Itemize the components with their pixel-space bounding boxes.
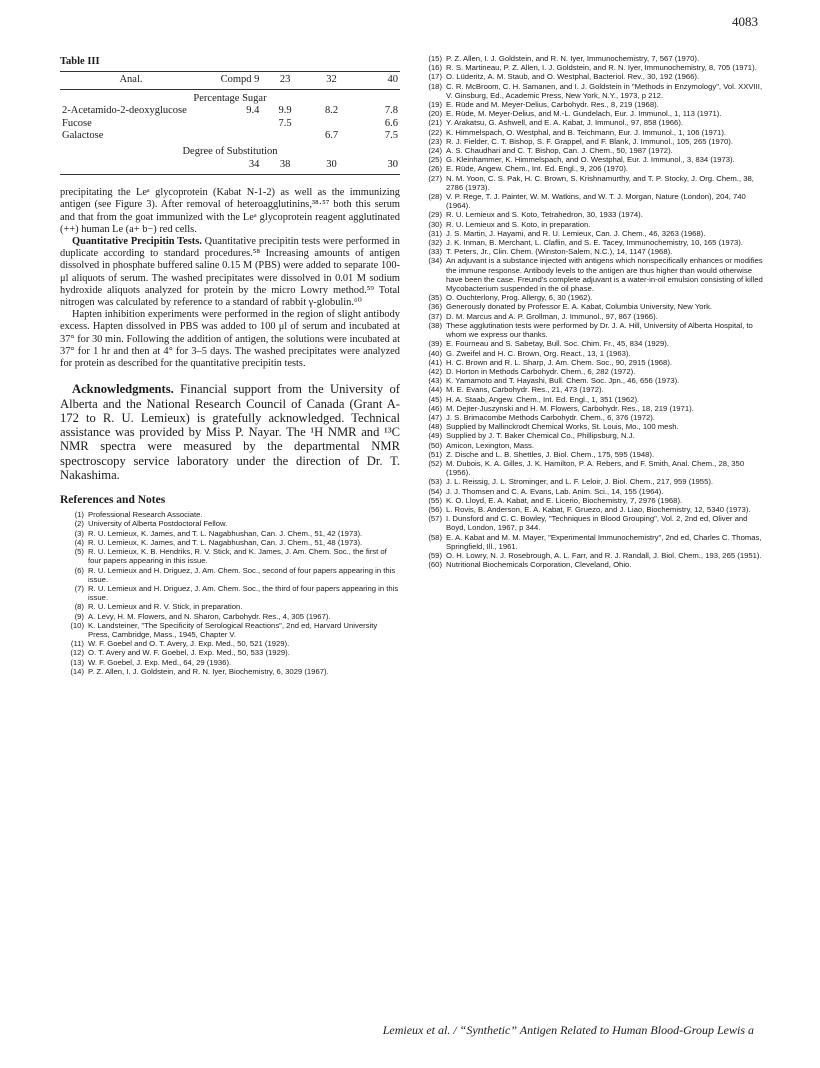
reference-item	[418, 155, 764, 164]
reference-text: Y. Arakatsu, G. Ashwell, and E. A. Kabat, J. Immunol., 97, 858 (1966).	[446, 118, 684, 128]
reference-text: Supplied by J. T. Baker Chemical Co., Phillipsburg, N.J.	[446, 431, 635, 441]
reference-item	[60, 566, 400, 584]
reference-item	[418, 459, 764, 477]
reference-number: (53)	[428, 477, 442, 487]
reference-item	[418, 514, 764, 532]
reference-number: (58)	[428, 532, 442, 542]
reference-item	[418, 441, 764, 450]
reference-item	[418, 533, 764, 551]
reference-text: O. H. Lowry, N. J. Rosebrough, A. L. Farr, and R. J. Randall, J. Biol. Chem., 193, 265 (1951).	[446, 550, 762, 560]
reference-item	[60, 658, 400, 667]
reference-text: These agglutination tests were performed by Dr. J. A. Hill, University of Alberta Hospital, to whom we express our thanks.	[446, 320, 753, 340]
paragraph: precipitating the Leᵃ glycoprotein (Kabat N-1-2) as well as the immunizing antigen (see Figure 3). After removal of heteroagglutinins,³⁸·⁵⁷ both this serum and that from the goat immunized with the Leᵃ glycoprotein reagent agglutinated (++) human Le (a+ b−) red cells.	[60, 187, 400, 235]
table-row: Galactose 6.7 7.5	[62, 130, 398, 142]
reference-text: T. Peters, Jr., Clin. Chem. (Winston-Salem, N.C.), 14, 1147 (1968).	[446, 247, 673, 257]
reference-text: A. Levy, H. M. Flowers, and N. Sharon, Carbohydr. Res., 4, 305 (1967).	[88, 611, 331, 621]
reference-item	[418, 247, 764, 256]
table-header-anal: Anal.	[60, 72, 202, 90]
reference-text: P. Z. Allen, I. J. Goldstein, and R. N. Iyer, Biochemistry, 6, 3029 (1967).	[88, 666, 329, 676]
reference-number: (49)	[428, 431, 442, 441]
reference-text: K. O. Lloyd, E. A. Kabat, and E. Licerio, Biochemistry, 7, 2976 (1968).	[446, 495, 683, 505]
reference-text: L. Rovis, B. Anderson, E. A. Kabat, F. Gruezo, and J. Liao, Biochemistry, 12, 5340 (1973).	[446, 504, 751, 514]
reference-item	[418, 422, 764, 431]
reference-number: (43)	[428, 376, 442, 386]
reference-text: J. S. Brimacombe Methods Carbohydr. Chem., 6, 376 (1972).	[446, 412, 655, 422]
reference-text: J. J. Thomsen and C. A. Evans, Lab. Anim. Sci., 14, 155 (1964).	[446, 486, 664, 496]
reference-item	[418, 376, 764, 385]
reference-number: (59)	[428, 550, 442, 560]
reference-number: (16)	[428, 63, 442, 73]
body-text	[60, 187, 400, 370]
reference-item	[418, 312, 764, 321]
reference-text: C. R. McBroom, C. H. Samanen, and I. J. Goldstein in "Methods in Enzymology", Vol. XXVIII, V. Ginsburg, Ed., Academic Press, New York, N.Y., 1973, p 212.	[446, 81, 763, 100]
reference-number: (19)	[428, 100, 442, 110]
reference-text: R. U. Lemieux and S. Koto, in preparation.	[446, 219, 591, 229]
reference-number: (17)	[428, 72, 442, 82]
reference-item	[60, 621, 400, 639]
reference-item	[60, 519, 400, 528]
reference-number: (41)	[428, 357, 442, 367]
running-footer: Lemieux et al. / “Synthetic” Antigen Related to Human Blood-Group Lewis a	[382, 1023, 754, 1037]
reference-number: (3)	[74, 528, 84, 538]
reference-number: (26)	[428, 164, 442, 174]
reference-item	[418, 302, 764, 311]
table-header-col: 32	[309, 72, 355, 90]
reference-item	[418, 164, 764, 173]
reference-number: (13)	[70, 657, 84, 667]
reference-text: R. U. Lemieux, K. B. Hendriks, R. V. Stick, and K. James, J. Am. Chem. Soc., the first of four papers appearing in this issue.	[88, 547, 387, 566]
table-iii	[60, 71, 400, 175]
reference-text: R. U. Lemieux and H. Driguez, J. Am. Chem. Soc., the third of four papers appearing in this issue.	[88, 583, 399, 603]
reference-item	[418, 293, 764, 302]
reference-item	[418, 321, 764, 339]
reference-item	[418, 385, 764, 394]
reference-text: O. T. Avery and W. F. Goebel, J. Exp. Med., 50, 533 (1929).	[88, 648, 290, 658]
reference-text: E. Rüde and M. Meyer-Delius, Carbohydr. Res., 8, 219 (1968).	[446, 100, 659, 110]
reference-number: (52)	[428, 458, 442, 468]
reference-number: (35)	[428, 293, 442, 303]
reference-text: Z. Dische and L. B. Shettles, J. Biol. Chem., 175, 595 (1948).	[446, 449, 655, 459]
reference-item	[418, 137, 764, 146]
reference-number: (27)	[428, 173, 442, 183]
reference-text: Supplied by Mallinckrodt Chemical Works, St. Louis, Mo., 100 mesh.	[446, 422, 679, 432]
reference-text: University of Alberta Postdoctoral Fellow.	[88, 519, 228, 529]
reference-text: K. Yamamoto and T. Hayashi, Bull. Chem. Soc. Jpn., 46, 656 (1973).	[446, 376, 680, 386]
reference-number: (30)	[428, 219, 442, 229]
reference-item	[60, 612, 400, 621]
reference-text: Nutritional Biochemicals Corporation, Cleveland, Ohio.	[446, 560, 632, 570]
reference-item	[418, 210, 764, 219]
reference-number: (40)	[428, 348, 442, 358]
reference-item	[60, 602, 400, 611]
reference-item	[418, 505, 764, 514]
reference-number: (14)	[70, 666, 84, 676]
reference-text: R. S. Martineau, P. Z. Allen, I. J. Goldstein, and R. N. Iyer, Immunochemistry, 8, 705 (1971).	[446, 63, 757, 73]
reference-number: (33)	[428, 247, 442, 257]
reference-number: (12)	[70, 648, 84, 658]
reference-item	[418, 192, 764, 210]
references-list-right	[418, 54, 764, 569]
reference-text: D. Horton in Methods Carbohydr. Chem., 6, 282 (1972).	[446, 366, 636, 376]
reference-text: V. P. Rege, T. J. Painter, W. M. Watkins, and W. T. J. Morgan, Nature (London), 204, 740 (1964).	[446, 192, 746, 211]
reference-number: (55)	[428, 495, 442, 505]
table-row: 2-Acetamido-2-deoxyglucose 9.4 9.9 8.2 7.8	[62, 105, 398, 117]
reference-text: R. U. Lemieux and S. Koto, Tetrahedron, 30, 1933 (1974).	[446, 210, 643, 220]
reference-item	[418, 358, 764, 367]
reference-item	[418, 413, 764, 422]
reference-item	[418, 431, 764, 440]
reference-text: J. S. Martin, J. Hayami, and R. U. Lemieux, Can. J. Chem., 46, 3263 (1968).	[446, 228, 706, 238]
reference-item	[418, 82, 764, 100]
reference-item	[418, 109, 764, 118]
reference-item	[60, 529, 400, 538]
reference-number: (50)	[428, 440, 442, 450]
reference-text: Amicon, Lexington, Mass.	[446, 440, 535, 450]
reference-item	[418, 349, 764, 358]
reference-number: (57)	[428, 514, 442, 524]
reference-number: (11)	[70, 639, 84, 649]
reference-item	[418, 72, 764, 81]
reference-text: R. U. Lemieux, K. James, and T. L. Nagabhushan, Can. J. Chem., 51, 48 (1973).	[88, 537, 363, 547]
reference-number: (29)	[428, 210, 442, 220]
table-header-col: 40	[354, 72, 400, 90]
reference-text: O. Lüderitz, A. M. Staub, and O. Westphal, Bacteriol. Rev., 30, 192 (1966).	[446, 72, 700, 82]
reference-number: (48)	[428, 422, 442, 432]
reference-number: (36)	[428, 302, 442, 312]
reference-text: Generously donated by Professor E. A. Kabat, Columbia University, New York.	[446, 302, 713, 312]
reference-item	[418, 63, 764, 72]
references-list-left	[60, 510, 400, 676]
table-subhead: Degree of Substitution	[182, 145, 278, 157]
reference-item	[60, 538, 400, 547]
reference-number: (6)	[74, 565, 84, 575]
reference-text: G. Zweifel and H. C. Brown, Org. React., 13, 1 (1963).	[446, 348, 631, 358]
reference-item	[418, 229, 764, 238]
reference-text: J. K. Inman, B. Merchant, L. Claflin, and S. E. Tacey, Immunochemistry, 10, 165 (1973).	[446, 238, 743, 248]
reference-text: R. U. Lemieux, K. James, and T. L. Nagabhushan, Can. J. Chem., 51, 42 (1973).	[88, 528, 363, 538]
reference-number: (51)	[428, 449, 442, 459]
reference-number: (8)	[74, 602, 84, 612]
reference-number: (44)	[428, 385, 442, 395]
left-column	[60, 54, 400, 676]
reference-item	[60, 667, 400, 676]
right-column	[418, 54, 764, 569]
reference-text: R. U. Lemieux and R. V. Stick, in preparation.	[88, 602, 243, 612]
reference-text: R. U. Lemieux and H. Driguez, J. Am. Chem. Soc., second of four papers appearing in this issue.	[88, 565, 396, 584]
reference-number: (24)	[428, 146, 442, 156]
reference-number: (1)	[74, 510, 84, 520]
reference-text: E. Rüde, Angew. Chem., Int. Ed. Engl., 9, 206 (1970).	[446, 164, 629, 174]
page-number: 4083	[732, 14, 758, 29]
reference-number: (60)	[428, 560, 442, 570]
reference-item	[418, 118, 764, 127]
reference-item	[60, 547, 400, 565]
reference-number: (10)	[70, 620, 84, 630]
reference-number: (42)	[428, 366, 442, 376]
reference-item	[418, 487, 764, 496]
reference-number: (46)	[428, 403, 442, 413]
reference-text: I. Dunsford and C. C. Bowley, "Techniques in Blood Grouping", Vol. 2, 2nd ed, Oliver and Boyd, London, 1967, p 344.	[446, 514, 748, 533]
reference-number: (37)	[428, 311, 442, 321]
reference-number: (45)	[428, 394, 442, 404]
reference-number: (38)	[428, 320, 442, 330]
reference-item	[418, 339, 764, 348]
reference-item	[60, 639, 400, 648]
table-subhead: Percentage Sugar	[193, 92, 267, 104]
reference-text: W. F. Goebel and O. T. Avery, J. Exp. Med., 50, 521 (1929).	[88, 639, 290, 649]
reference-item	[418, 238, 764, 247]
reference-text: P. Z. Allen, I. J. Goldstein, and R. N. Iyer, Immunochemistry, 7, 567 (1970).	[446, 54, 700, 63]
reference-text: H. A. Staab, Angew. Chem., Int. Ed. Engl., 1, 351 (1962).	[446, 394, 640, 404]
reference-number: (21)	[428, 118, 442, 128]
reference-text: Professional Research Associate.	[88, 510, 203, 520]
reference-text: M. Dejter-Juszynski and H. M. Flowers, Carbohydr. Res., 18, 219 (1971).	[446, 403, 694, 413]
references-heading: References and Notes	[60, 494, 166, 507]
reference-item	[418, 256, 764, 293]
reference-text: R. J. Fielder, C. T. Bishop, S. F. Grappel, and F. Blank, J. Immunol., 105, 265 (1970).	[446, 136, 733, 146]
reference-number: (47)	[428, 412, 442, 422]
reference-number: (18)	[428, 81, 442, 91]
reference-item	[418, 220, 764, 229]
reference-text: E. Fourneau and S. Sabetay, Bull. Soc. Chim. Fr., 45, 834 (1929).	[446, 339, 669, 349]
reference-number: (4)	[74, 537, 84, 547]
paragraph: Hapten inhibition experiments were performed in the region of slight antibody excess. Hapten dissolved in PBS was added to 100 μl of serum and incubated at 37° for 30 min. Following the addition of antigen, the solutions were incubated at 37° for 1 hr and then at 4° for 3–5 days. The washed precipitates were analyzed for protein as described for the quantitative precipitin tests.	[60, 309, 400, 369]
reference-text: K. Himmelspach, O. Westphal, and B. Teichmann, Eur. J. Immunol., 1, 106 (1971).	[446, 127, 727, 137]
reference-text: M. E. Evans, Carbohydr. Res., 21, 473 (1972).	[446, 385, 604, 395]
reference-item	[418, 496, 764, 505]
reference-number: (39)	[428, 339, 442, 349]
reference-text: E. Rüde, M. Meyer-Delius, and M.-L. Gundelach, Eur. J. Immunol., 1, 113 (1971).	[446, 109, 722, 119]
reference-item	[418, 450, 764, 459]
table-row: 34 38 30 30	[60, 159, 400, 175]
reference-text: E. A. Kabat and M. M. Mayer, "Experimental Immunochemistry", 2nd ed, Charles C. Thomas, Springfield, Ill., 1961.	[446, 532, 762, 551]
reference-text: O. Ouchterlony, Prog. Allergy, 6, 30 (1962).	[446, 293, 593, 303]
reference-number: (28)	[428, 192, 442, 202]
reference-number: (20)	[428, 109, 442, 119]
reference-item	[418, 477, 764, 486]
reference-item	[418, 367, 764, 376]
reference-item	[418, 100, 764, 109]
reference-text: K. Landsteiner, "The Specificity of Serological Reactions", 2nd ed, Harvard University Press, Cambridge, Mass., 1945, Chapter V.	[88, 620, 378, 639]
reference-item	[60, 648, 400, 657]
reference-text: M. Dubois, K. A. Gilles, J. K. Hamilton, P. A. Rebers, and F. Smith, Anal. Chem., 28, 350 (1956).	[446, 458, 745, 478]
paragraph: Quantitative Precipitin Tests. Quantitative precipitin tests were performed in duplicate according to standard procedures.⁵⁸ Increasing amounts of antigen dissolved in phosphate buffered saline 0.15 M (PBS) were added to separate 100-μl aliquots of serum. The washed precipitates were dissolved in 0.01 M sodium hydroxide aliquots analyzed for protein by the micro Lowry method.⁵⁹ Total nitrogen was calculated by reference to a standard of rabbit γ-globulin.⁶⁰	[60, 235, 400, 308]
reference-text: J. L. Reissig, J. L. Strominger, and L. F. Leloir, J. Biol. Chem., 217, 959 (1955).	[446, 477, 714, 487]
reference-text: W. F. Goebel, J. Exp. Med., 64, 29 (1936).	[88, 657, 232, 667]
reference-number: (5)	[74, 547, 84, 557]
reference-number: (56)	[428, 504, 442, 514]
table-header-col: 23	[261, 72, 308, 90]
reference-item	[418, 395, 764, 404]
reference-item	[418, 551, 764, 560]
reference-item	[418, 404, 764, 413]
reference-number: (25)	[428, 155, 442, 165]
reference-number: (34)	[428, 256, 442, 266]
reference-text: N. M. Yoon, C. S. Pak, H. C. Brown, S. Krishnamurthy, and T. P. Stocky, J. Org. Chem., 38, 2786 (1973).	[446, 173, 754, 192]
reference-number: (2)	[74, 519, 84, 529]
table-header-compd: Compd 9	[202, 72, 261, 90]
reference-item	[418, 560, 764, 569]
reference-text: A. S. Chaudhari and C. T. Bishop, Can. J. Chem., 50, 1987 (1972).	[446, 146, 673, 156]
reference-item	[418, 54, 764, 63]
reference-number: (9)	[74, 611, 84, 621]
reference-number: (31)	[428, 228, 442, 238]
reference-text: G. Kleinhammer, K. Himmelspach, and O. Westphal, Eur. J. Immunol., 3, 834 (1973).	[446, 155, 735, 165]
reference-number: (22)	[428, 127, 442, 137]
reference-number: (32)	[428, 238, 442, 248]
reference-number: (15)	[428, 54, 442, 63]
reference-text: D. M. Marcus and A. P. Grollman, J. Immunol., 97, 867 (1966).	[446, 311, 658, 321]
table-title: Table III	[60, 56, 100, 67]
reference-text: An adjuvant is a substance injected with antigens which nonspecifically enhances or modifies the immune response. Antibody levels to the antigen are thus higher than would otherwise have been the case. Freund's complete adjuvant is a water-in-oil emulsion consisting of killed Mycobacterium suspended in the oil phase.	[446, 256, 763, 294]
reference-item	[418, 146, 764, 155]
reference-number: (7)	[74, 583, 84, 593]
reference-text: H. C. Brown and R. L. Sharp, J. Am. Chem. Soc., 90, 2915 (1968).	[446, 357, 673, 367]
reference-number: (54)	[428, 486, 442, 496]
reference-item	[418, 128, 764, 137]
acknowledgments: Acknowledgments. Financial support from the University of Alberta and the National Research Council of Canada (Grant A-172 to R. U. Lemieux) is gratefully acknowledged. Technical assistance was provided by Miss P. Nayar. The ¹H NMR and ¹³C NMR spectra were measured by the departmental NMR spectroscopy service laboratory under the direction of Dr. T. Nakashima.	[60, 382, 400, 482]
reference-item	[60, 510, 400, 519]
reference-item	[60, 584, 400, 602]
reference-number: (23)	[428, 136, 442, 146]
table-row: Fucose 7.5 6.6	[62, 117, 398, 129]
reference-item	[418, 174, 764, 192]
